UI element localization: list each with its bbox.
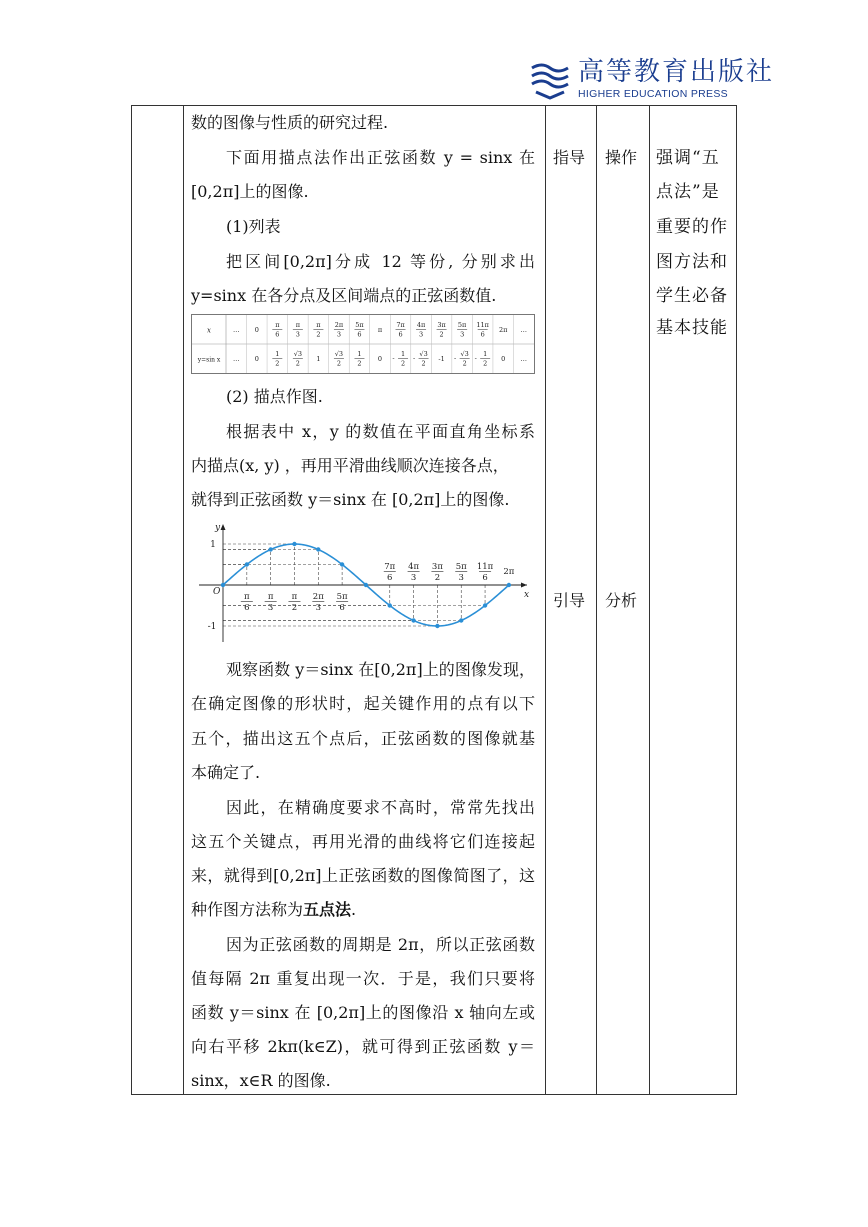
table-cell-numerator: √3 <box>419 350 428 358</box>
data-point <box>435 624 439 628</box>
table-cell-denominator: 6 <box>480 330 485 339</box>
paragraph-line: 因为正弦函数的周期是 2π，所以正弦函数 <box>226 935 535 954</box>
table-cell: … <box>520 326 527 334</box>
table-cell-numerator: π <box>316 321 321 329</box>
column-divider <box>183 106 184 1094</box>
paragraph-line: [0,2π]上的图像. <box>191 182 309 201</box>
table-cell-denominator: 2 <box>357 359 362 368</box>
table-cell-denominator: 3 <box>460 330 465 339</box>
table-cell: 0 <box>501 355 506 363</box>
design-note-line: 图方法和 <box>656 252 728 272</box>
sine-graph <box>195 520 535 645</box>
table-cell: -1 <box>438 355 445 363</box>
publisher-logo <box>528 57 775 104</box>
paragraph-line: 向右平移 2kπ(k∈Z)，就可得到正弦函数 y＝ <box>191 1037 535 1056</box>
x-tick-denominator: 6 <box>339 603 345 613</box>
x-tick-numerator: 3π <box>431 562 443 572</box>
paragraph-line: 函数 y＝sinx 在 [0,2π]上的图像沿 x 轴向左或 <box>191 1003 535 1022</box>
sine-graph-canvas <box>195 520 535 645</box>
y-tick-label: -1 <box>207 622 217 632</box>
table-cell: 0 <box>254 355 259 363</box>
table-cell-denominator: 3 <box>336 330 342 339</box>
x-tick-denominator: 6 <box>244 603 250 613</box>
table-cell: … <box>520 355 527 363</box>
y-tick-label: 1 <box>210 540 216 550</box>
table-cell: π <box>377 326 383 334</box>
data-point <box>459 618 463 622</box>
x-tick-numerator: 11π <box>476 562 494 572</box>
publisher-emblem-icon <box>528 60 572 100</box>
data-point <box>268 547 272 551</box>
table-cell: 0 <box>254 326 259 334</box>
x-tick-denominator: 6 <box>387 573 393 583</box>
table-cell-denominator: 2 <box>295 359 300 368</box>
table-cell-denominator: 2 <box>439 330 444 339</box>
paragraph-line: 本确定了. <box>191 763 261 782</box>
data-point <box>340 562 344 566</box>
table-cell: 1 <box>316 355 321 363</box>
y-axis-label: y <box>215 523 221 533</box>
table-cell-denominator: 2 <box>483 359 488 368</box>
paragraph-line: 值每隔 2π 重复出现一次．于是，我们只要将 <box>191 969 535 988</box>
table-cell-denominator: 2 <box>462 359 467 368</box>
x-tick-denominator: 2 <box>291 603 298 613</box>
sine-value-table <box>191 314 535 374</box>
x-tick-numerator: π <box>267 592 274 602</box>
teacher-activity: 指导 <box>553 148 586 167</box>
x-tick-label: 2π <box>503 567 515 577</box>
table-cell-numerator: π <box>275 321 280 329</box>
publisher-name-en: HIGHER EDUCATION PRESS <box>578 88 728 100</box>
sine-value-table-graphic <box>192 315 534 373</box>
five-point-method-term: 五点法 <box>303 900 352 919</box>
x-tick-numerator: 2π <box>312 592 324 602</box>
paragraph-line: 因此，在精确度要求不高时，常常先找出 <box>226 798 535 817</box>
table-cell-denominator: 3 <box>295 330 300 339</box>
table-cell-numerator: 7π <box>396 321 405 329</box>
paragraph-line: 在确定图像的形状时，起关键作用的点有以下 <box>191 694 535 713</box>
x-tick-denominator: 3 <box>267 603 274 613</box>
x-tick-numerator: 7π <box>384 562 396 572</box>
paragraph-line: y=sinx 在各分点及区间端点的正弦函数值. <box>191 286 497 305</box>
data-point <box>411 618 415 622</box>
text-span: . <box>351 900 357 919</box>
table-cell-denominator: 2 <box>336 359 342 368</box>
x-tick-denominator: 3 <box>458 573 464 583</box>
table-cell-numerator: √3 <box>334 350 344 358</box>
data-point <box>507 583 511 587</box>
table-cell-numerator: 1 <box>483 350 488 358</box>
paragraph-line: 来，就得到[0,2π]上正弦函数的图像简图了，这 <box>191 866 535 885</box>
table-cell: 2π <box>498 326 508 334</box>
table-cell-denominator: 6 <box>275 330 280 339</box>
paragraph-line: 把区间[0,2π]分成 12 等份, 分别求出 <box>226 252 535 271</box>
paragraph-line: 这五个关键点，再用光滑的曲线将它们连接起 <box>191 832 535 851</box>
table-cell: 0 <box>377 355 383 363</box>
paragraph-line: 根据表中 x，y 的数值在平面直角坐标系 <box>226 422 535 441</box>
text-span: 种作图方法称为 <box>191 900 304 919</box>
paragraph-line <box>191 899 535 921</box>
table-cell-numerator: 1 <box>275 350 280 358</box>
x-tick-numerator: π <box>291 592 298 602</box>
x-tick-denominator: 3 <box>315 603 322 613</box>
data-point <box>483 603 487 607</box>
table-cell: … <box>233 355 240 363</box>
x-tick-numerator: 5π <box>336 592 348 602</box>
paragraph-line: (1)列表 <box>226 217 281 236</box>
paragraph-line: (2) 描点作图. <box>226 387 323 406</box>
paragraph-line: 观察函数 y＝sinx 在[0,2π]上的图像发现， <box>226 660 535 679</box>
table-cell-denominator: 6 <box>398 330 403 339</box>
y-axis-arrow <box>221 524 226 530</box>
table-cell: … <box>233 326 240 334</box>
column-divider <box>649 106 650 1094</box>
table-cell-denominator: 6 <box>357 330 362 339</box>
paragraph-line: 内描点(x, y) ，再用平滑曲线顺次连接各点， <box>191 456 509 475</box>
table-cell-denominator: 3 <box>418 330 424 339</box>
paragraph-line: sinx，x∈R 的图像. <box>191 1071 331 1090</box>
table-cell-numerator: 5π <box>355 321 364 329</box>
student-activity: 分析 <box>605 591 638 610</box>
data-point <box>364 583 368 587</box>
teacher-activity: 引导 <box>553 591 586 610</box>
paragraph-line: 就得到正弦函数 y＝sinx 在 [0,2π]上的图像. <box>191 490 510 509</box>
table-cell-denominator: 2 <box>275 359 280 368</box>
design-note-line: 基本技能 <box>656 318 728 338</box>
origin-label: O <box>213 587 221 597</box>
table-cell-numerator: 4π <box>416 321 426 329</box>
table-cell-numerator: 5π <box>457 321 467 329</box>
table-cell-numerator: 1 <box>357 350 362 358</box>
column-divider <box>596 106 597 1094</box>
design-note-line: 点法”是 <box>656 182 720 202</box>
design-note-line: 重要的作 <box>656 217 728 237</box>
x-axis-label: x <box>524 590 530 600</box>
table-cell-sign: - <box>392 354 395 363</box>
data-point <box>292 542 296 546</box>
table-cell-numerator: √3 <box>293 350 303 358</box>
paragraph-line: 数的图像与性质的研究过程. <box>191 113 389 132</box>
table-cell-numerator: 3π <box>437 321 446 329</box>
data-point <box>316 547 320 551</box>
table-row-label: x <box>207 326 211 335</box>
student-activity: 操作 <box>605 148 638 167</box>
table-cell-denominator: 2 <box>421 359 426 368</box>
table-cell-numerator: 11π <box>476 321 489 329</box>
table-cell-sign: - <box>474 354 477 363</box>
table-cell-denominator: 2 <box>400 359 406 368</box>
table-cell-sign: - <box>454 354 457 363</box>
table-cell-denominator: 2 <box>316 330 321 339</box>
x-tick-denominator: 3 <box>410 573 417 583</box>
table-cell-numerator: 2π <box>334 321 344 329</box>
x-tick-denominator: 2 <box>434 573 441 583</box>
paragraph-line: 下面用描点法作出正弦函数 y = sinx 在 <box>226 148 535 167</box>
x-tick-numerator: 5π <box>455 562 467 572</box>
table-cell-sign: - <box>412 354 416 363</box>
x-tick-numerator: 4π <box>408 562 420 572</box>
column-divider <box>545 106 546 1094</box>
table-row-label: y=sin x <box>197 356 221 364</box>
data-point <box>388 603 392 607</box>
design-note-line: 强调“五 <box>656 148 720 168</box>
publisher-name-cn: 高等教育出版社 <box>578 57 775 87</box>
table-cell-numerator: π <box>295 321 301 329</box>
paragraph-line: 五个，描出这五个点后，正弦函数的图像就基 <box>191 729 535 748</box>
x-tick-numerator: π <box>244 592 250 602</box>
table-cell-numerator: √3 <box>460 350 469 358</box>
design-note-line: 学生必备 <box>656 286 728 306</box>
x-axis-arrow <box>521 583 527 588</box>
data-point <box>221 583 225 587</box>
data-point <box>245 562 249 566</box>
table-cell-numerator: 1 <box>400 350 406 358</box>
x-tick-denominator: 6 <box>482 573 488 583</box>
